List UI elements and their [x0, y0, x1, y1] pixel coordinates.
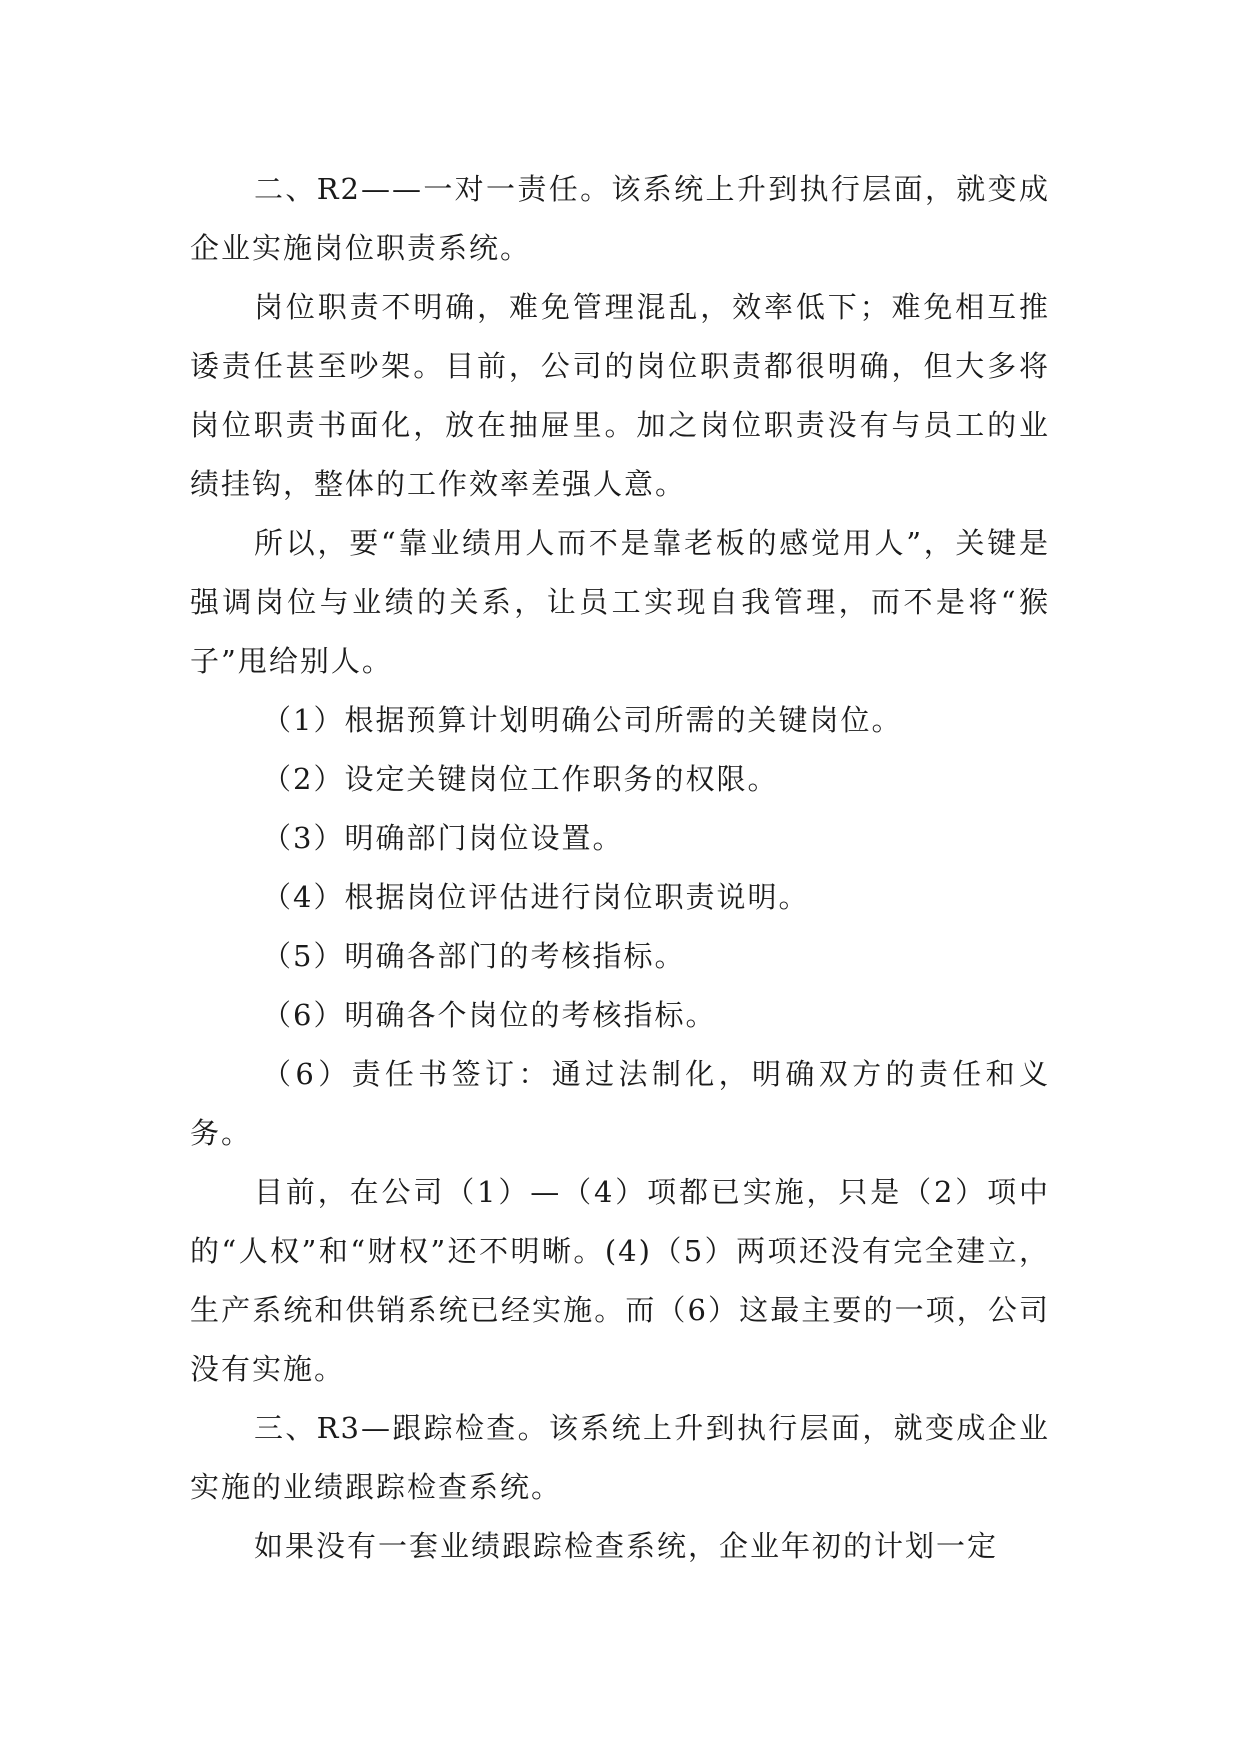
paragraph-job-duties: 岗位职责不明确，难免管理混乱，效率低下；难免相互推诿责任甚至吵架。目前，公司的岗位职责都很明确，但大多将岗位职责书面化，放在抽屉里。加之岗位职责没有与员工的业绩挂钩，整体的工作效率差强人意。: [190, 290, 1050, 501]
list-item-5: （5）明确各部门的考核指标。: [262, 939, 686, 973]
list-item-2: （2）设定关键岗位工作职务的权限。: [262, 762, 779, 796]
paragraph-r2-heading: 二、R2——一对一责任。该系统上升到执行层面，就变成企业实施岗位职责系统。: [190, 172, 1050, 265]
list-item-4: （4）根据岗位评估进行岗位职责说明。: [262, 880, 810, 914]
paragraph-r3-heading: 三、R3—跟踪检查。该系统上升到执行层面，就变成企业实施的业绩跟踪检查系统。: [190, 1411, 1050, 1504]
list-item-6-contract: （6）责任书签订：通过法制化，明确双方的责任和义务。: [190, 1057, 1050, 1150]
list-item-3: （3）明确部门岗位设置。: [262, 821, 624, 855]
document-body: [190, 160, 1050, 1576]
list-item-6: （6）明确各个岗位的考核指标。: [262, 998, 717, 1032]
paragraph-tracking: 如果没有一套业绩跟踪检查系统，企业年初的计划一定: [254, 1529, 999, 1563]
list-item-1: （1）根据预算计划明确公司所需的关键岗位。: [262, 703, 903, 737]
paragraph-performance: 所以，要“靠业绩用人而不是靠老板的感觉用人”，关键是强调岗位与业绩的关系，让员工实现自我管理，而不是将“猴子”甩给别人。: [190, 526, 1050, 678]
paragraph-current-status: 目前，在公司（1）—（4）项都已实施，只是（2）项中的“人权”和“财权”还不明晰。(4)（5）两项还没有完全建立，生产系统和供销系统已经实施。而（6）这最主要的一项，公司没有实施。: [190, 1175, 1050, 1386]
